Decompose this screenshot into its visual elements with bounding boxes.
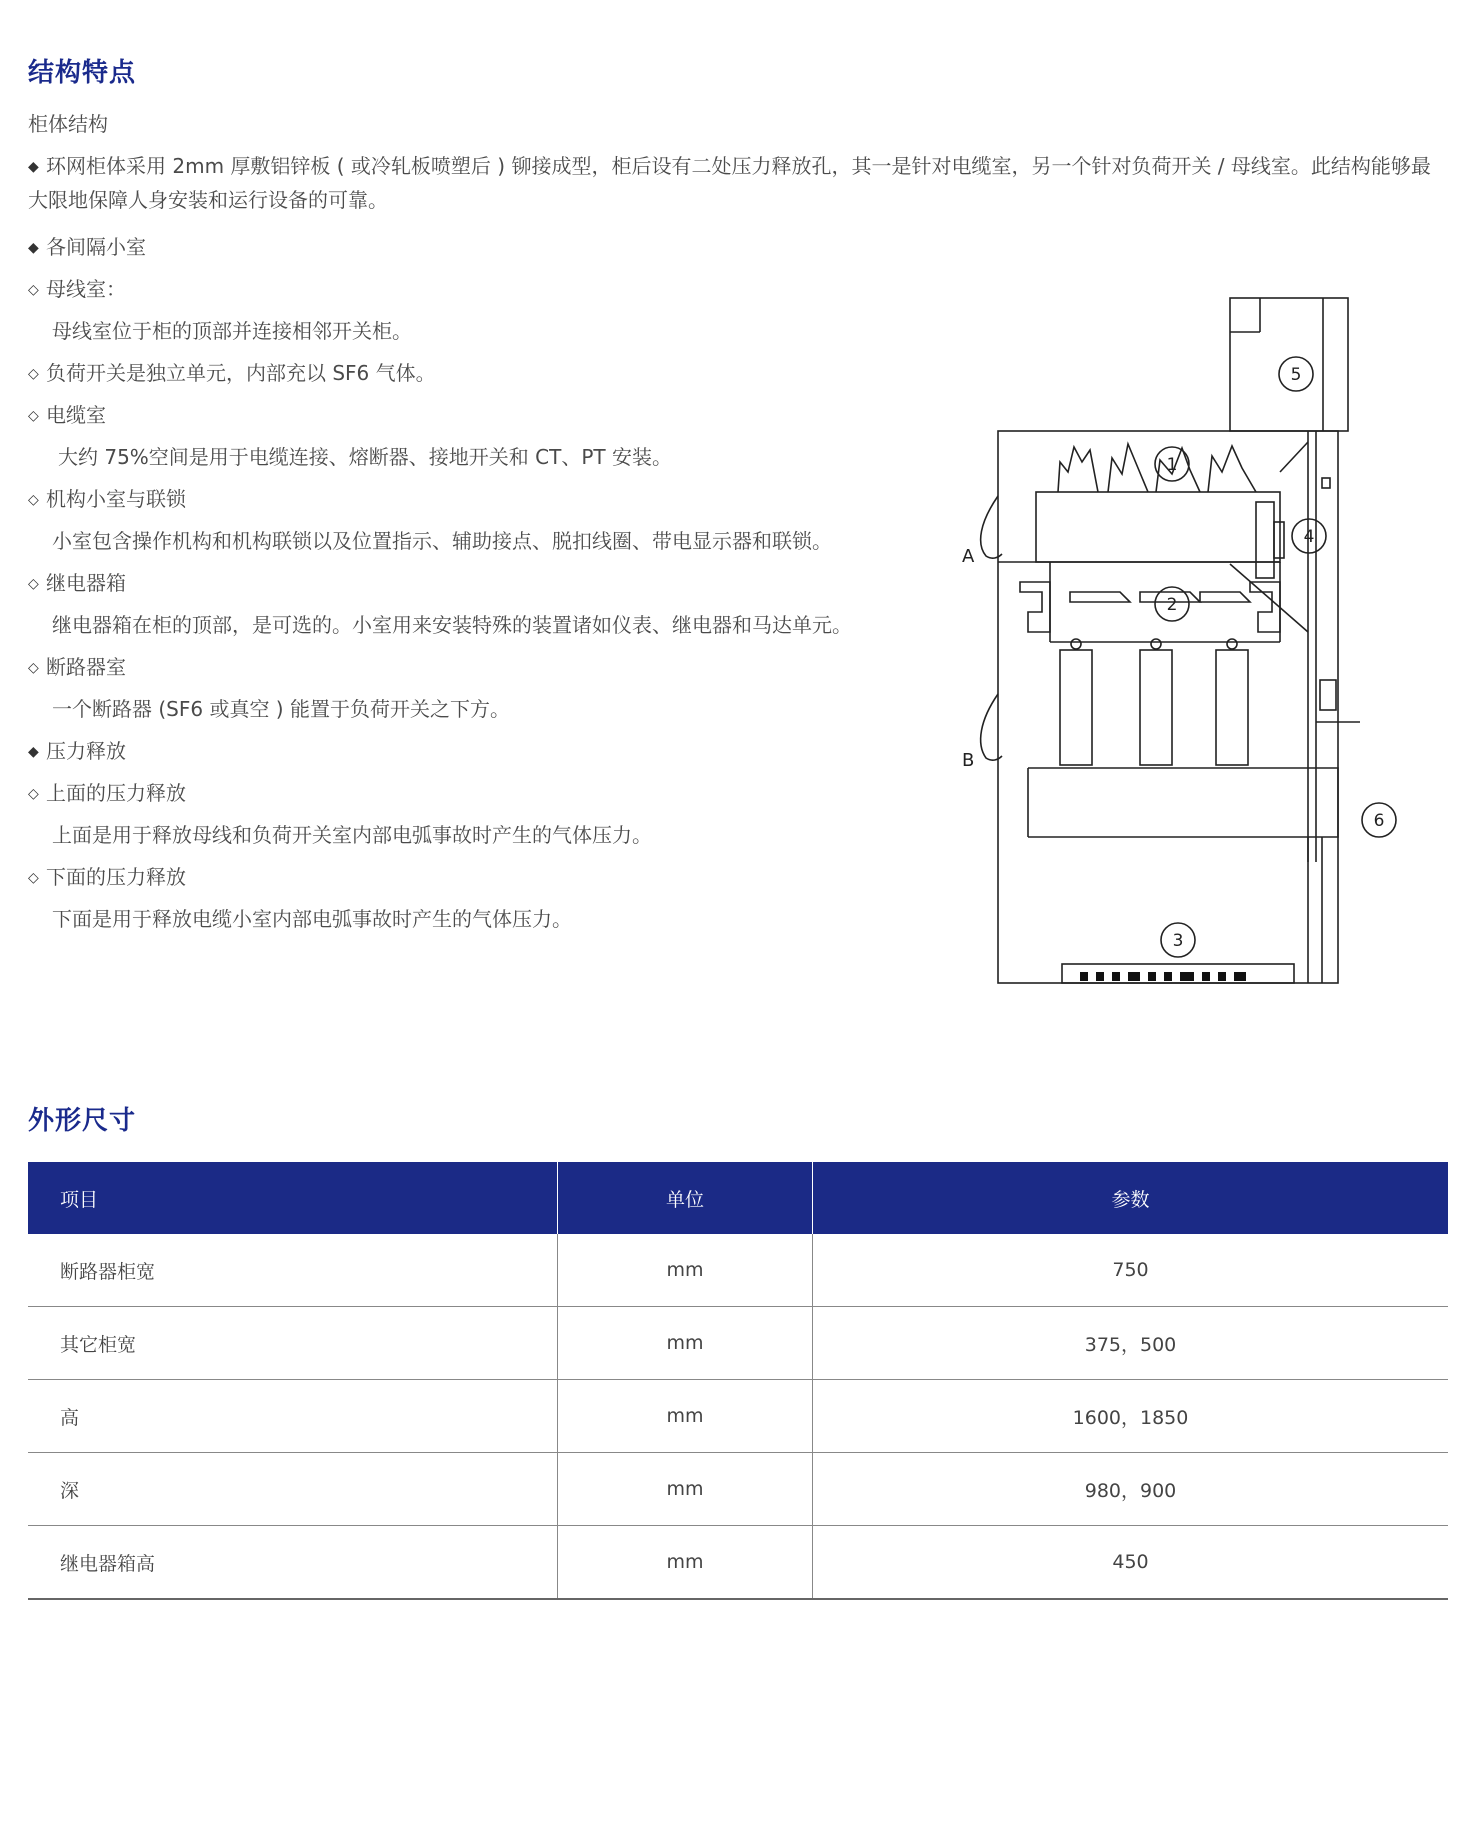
label-b: B	[962, 750, 975, 771]
callout-1: 1	[1166, 455, 1178, 475]
header-value: 参数	[813, 1162, 1449, 1234]
cell-unit: mm	[558, 1307, 813, 1380]
section-title-dimensions: 外形尺寸	[28, 1106, 137, 1136]
callout-4: 4	[1303, 527, 1315, 547]
callout-2: 2	[1166, 595, 1178, 615]
paragraph-item: ◇ 负荷开关是独立单元，内部充以 SF6 气体。	[28, 361, 436, 385]
table-row	[28, 1453, 1448, 1526]
table-row	[28, 1380, 1448, 1453]
section-title-structure: 结构特点	[28, 58, 137, 88]
cell-value: 980，900	[813, 1453, 1449, 1526]
callout-3: 3	[1172, 931, 1184, 951]
switchgear-diagram	[950, 292, 1420, 992]
paragraph-item: 大约 75%空间是用于电缆连接、熔断器、接地开关和 CT、PT 安装。	[58, 445, 672, 469]
cell-value: 750	[813, 1234, 1449, 1307]
cell-item: 高	[28, 1380, 558, 1453]
table-header-row	[28, 1162, 1448, 1234]
paragraph-item: ◆ 压力释放	[28, 739, 126, 763]
paragraph-item: ◇ 继电器箱	[28, 571, 126, 595]
paragraph-item: ◇ 电缆室	[28, 403, 106, 427]
table-row	[28, 1526, 1448, 1600]
paragraph-item: ◆ 各间隔小室	[28, 235, 146, 259]
label-a: A	[962, 546, 975, 567]
cell-unit: mm	[558, 1453, 813, 1526]
paragraph-item: ◆ 环网柜体采用 2mm 厚敷铝锌板 ( 或冷轧板喷塑后 ) 铆接成型，柜后设有二处压力释放孔，其一是针对电缆室，另一个针对负荷开关 / 母线室。此结构能够最大限地保障人身安装和运行设备的可靠。	[28, 154, 1431, 212]
paragraph-item: 上面是用于释放母线和负荷开关室内部电弧事故时产生的气体压力。	[52, 823, 652, 847]
paragraph-item: ◇ 下面的压力释放	[28, 865, 186, 889]
callout-5: 5	[1290, 365, 1302, 385]
cell-item: 断路器柜宽	[28, 1234, 558, 1307]
table-row	[28, 1307, 1448, 1380]
paragraph-item: ◇ 母线室：	[28, 277, 126, 301]
cell-value: 450	[813, 1526, 1449, 1600]
paragraph-item: 一个断路器 (SF6 或真空 ) 能置于负荷开关之下方。	[52, 697, 510, 721]
header-unit: 单位	[558, 1162, 813, 1234]
cell-item: 继电器箱高	[28, 1526, 558, 1600]
cell-value: 375，500	[813, 1307, 1449, 1380]
paragraph-item: ◇ 机构小室与联锁	[28, 487, 186, 511]
paragraph-item: 下面是用于释放电缆小室内部电弧事故时产生的气体压力。	[52, 907, 572, 931]
cell-item: 其它柜宽	[28, 1307, 558, 1380]
table-row	[28, 1234, 1448, 1307]
dimensions-table	[28, 1162, 1448, 1600]
paragraph-item: ◇ 上面的压力释放	[28, 781, 186, 805]
cell-unit: mm	[558, 1234, 813, 1307]
paragraph-item: 继电器箱在柜的顶部，是可选的。小室用来安装特殊的装置诸如仪表、继电器和马达单元。	[52, 613, 852, 637]
callout-6: 6	[1373, 811, 1385, 831]
paragraph-item: ◇ 断路器室	[28, 655, 126, 679]
cell-item: 深	[28, 1453, 558, 1526]
cell-unit: mm	[558, 1526, 813, 1600]
relay-box-outline	[1230, 298, 1348, 431]
cabinet-outline	[998, 431, 1338, 983]
cell-unit: mm	[558, 1380, 813, 1453]
subtitle: 柜体结构	[28, 112, 108, 136]
header-item: 项目	[28, 1162, 558, 1234]
paragraph-item: 小室包含操作机构和机构联锁以及位置指示、辅助接点、脱扣线圈、带电显示器和联锁。	[52, 529, 832, 553]
cell-value: 1600，1850	[813, 1380, 1449, 1453]
paragraph-item: 母线室位于柜的顶部并连接相邻开关柜。	[52, 319, 412, 343]
